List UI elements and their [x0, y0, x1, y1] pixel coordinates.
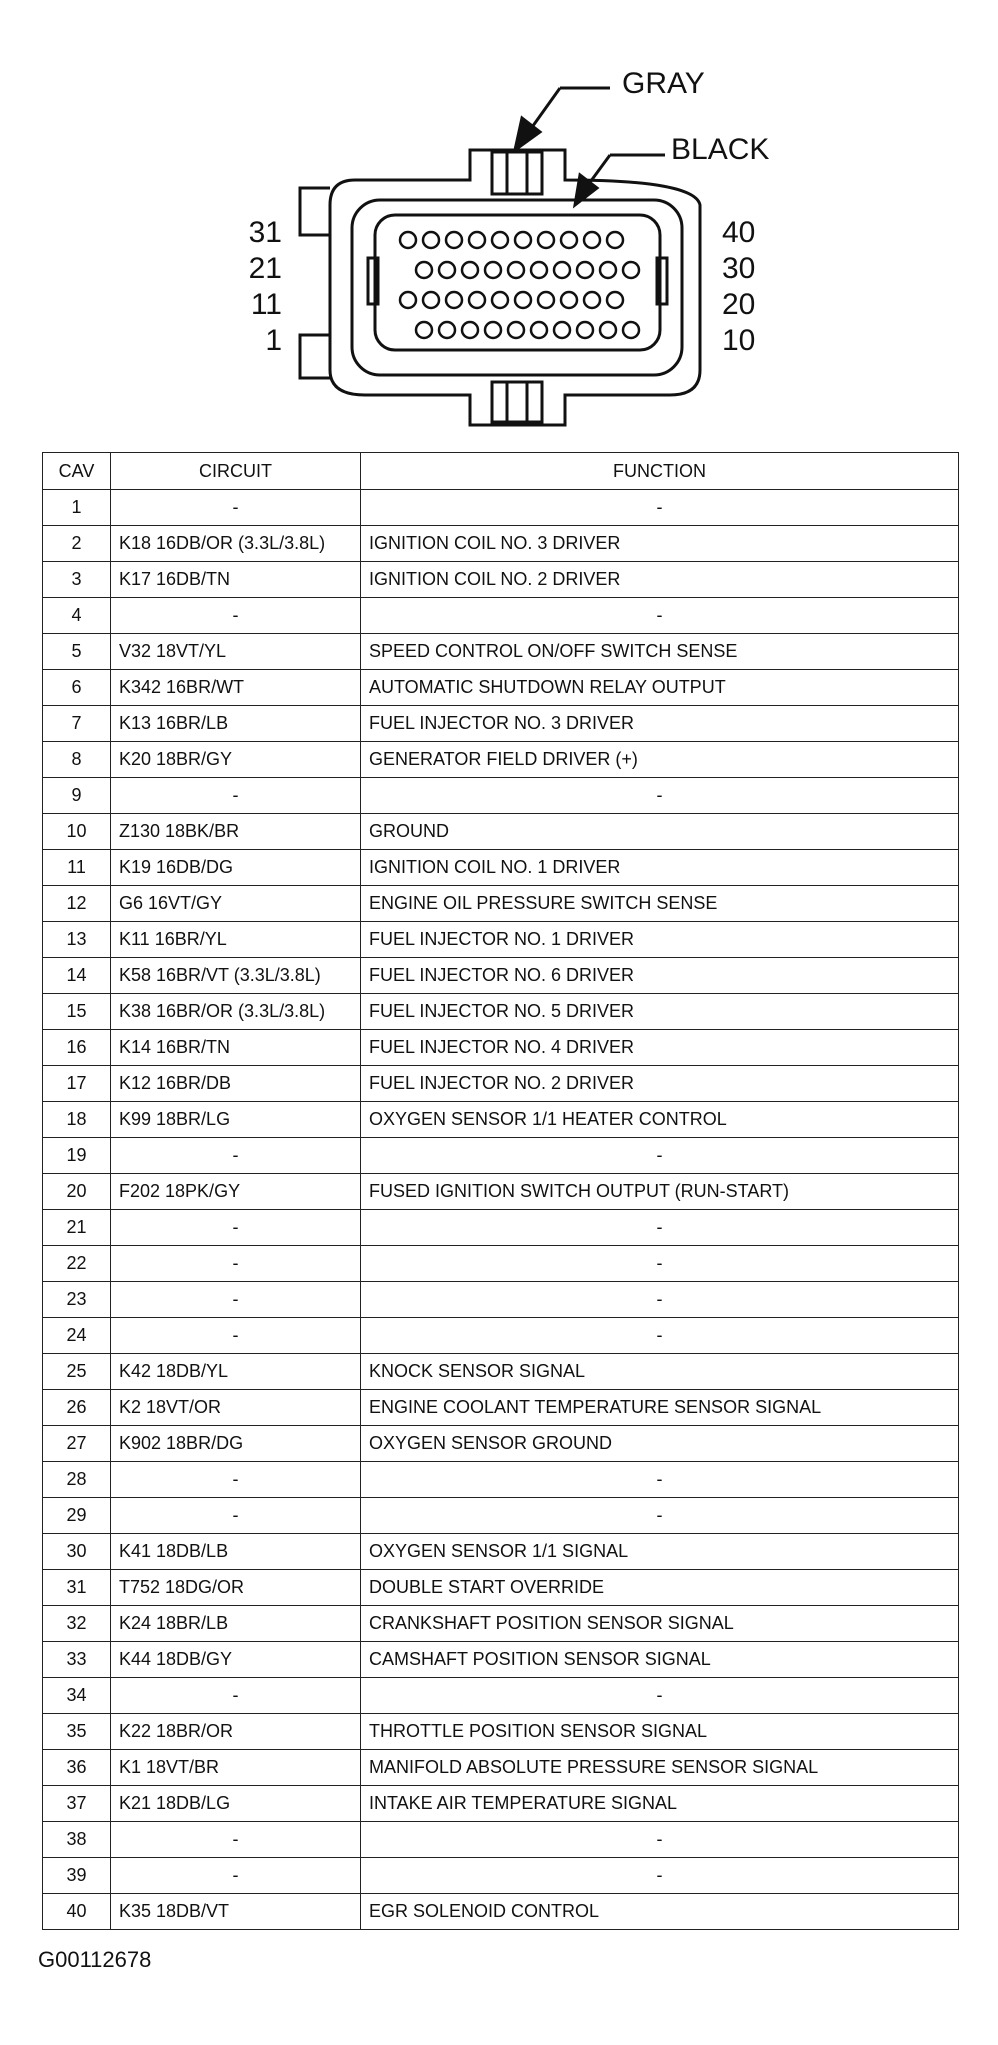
table-row	[43, 1318, 959, 1354]
cav-cell: 38	[43, 1822, 111, 1858]
function-cell: FUEL INJECTOR NO. 5 DRIVER	[361, 994, 959, 1030]
table-row	[43, 1102, 959, 1138]
table-row	[43, 706, 959, 742]
function-cell: IGNITION COIL NO. 3 DRIVER	[361, 526, 959, 562]
circuit-cell: K44 18DB/GY	[111, 1642, 361, 1678]
cav-cell: 20	[43, 1174, 111, 1210]
connector-pin-cavity	[561, 232, 577, 248]
circuit-cell: K35 18DB/VT	[111, 1894, 361, 1930]
table-row	[43, 958, 959, 994]
function-cell: -	[361, 1822, 959, 1858]
connector-pin-cavity	[577, 322, 593, 338]
circuit-cell: K99 18BR/LG	[111, 1102, 361, 1138]
function-cell: FUSED IGNITION SWITCH OUTPUT (RUN-START)	[361, 1174, 959, 1210]
circuit-cell: K13 16BR/LB	[111, 706, 361, 742]
circuit-cell: G6 16VT/GY	[111, 886, 361, 922]
table-row	[43, 922, 959, 958]
connector-pin-cavity	[439, 262, 455, 278]
connector-pin-cavity	[485, 322, 501, 338]
connector-pin-cavity	[439, 322, 455, 338]
connector-pin-cavity	[584, 232, 600, 248]
table-row	[43, 1750, 959, 1786]
function-cell: MANIFOLD ABSOLUTE PRESSURE SENSOR SIGNAL	[361, 1750, 959, 1786]
connector-pin-cavity	[561, 292, 577, 308]
cav-cell: 6	[43, 670, 111, 706]
header-function: FUNCTION	[361, 453, 959, 490]
connector-pin-cavity	[508, 262, 524, 278]
function-cell: GROUND	[361, 814, 959, 850]
pin-label-21: 21	[248, 252, 282, 285]
pin-label-20: 20	[722, 288, 756, 321]
circuit-cell: K22 18BR/OR	[111, 1714, 361, 1750]
connector-pin-cavity	[554, 262, 570, 278]
cav-cell: 3	[43, 562, 111, 598]
function-cell: -	[361, 778, 959, 814]
black-callout-label: BLACK	[671, 133, 770, 166]
function-cell: -	[361, 1282, 959, 1318]
circuit-cell: K19 16DB/DG	[111, 850, 361, 886]
connector-pin-cavity	[400, 292, 416, 308]
gray-callout-leader-diagonal	[530, 88, 560, 130]
header-cav: CAV	[43, 453, 111, 490]
function-cell: -	[361, 490, 959, 526]
cav-cell: 32	[43, 1606, 111, 1642]
function-cell: KNOCK SENSOR SIGNAL	[361, 1354, 959, 1390]
cav-cell: 16	[43, 1030, 111, 1066]
connector-pin-cavity	[423, 292, 439, 308]
cav-cell: 1	[43, 490, 111, 526]
circuit-cell: K24 18BR/LB	[111, 1606, 361, 1642]
cav-cell: 23	[43, 1282, 111, 1318]
function-cell: -	[361, 1678, 959, 1714]
circuit-cell: K38 16BR/OR (3.3L/3.8L)	[111, 994, 361, 1030]
pinout-table	[42, 452, 959, 1930]
table-row	[43, 886, 959, 922]
table-row	[43, 1822, 959, 1858]
circuit-cell: -	[111, 1318, 361, 1354]
connector-side-key-left	[368, 258, 378, 304]
table-row	[43, 1066, 959, 1102]
connector-pin-cavity	[538, 292, 554, 308]
cav-cell: 9	[43, 778, 111, 814]
cav-cell: 30	[43, 1534, 111, 1570]
pin-label-31: 31	[248, 216, 282, 249]
cav-cell: 40	[43, 1894, 111, 1930]
table-row	[43, 526, 959, 562]
connector-pin-field	[400, 232, 639, 338]
connector-pin-cavity	[508, 322, 524, 338]
pin-label-1: 1	[265, 324, 282, 357]
table-row	[43, 1462, 959, 1498]
circuit-cell: K11 16BR/YL	[111, 922, 361, 958]
connector-pin-cavity	[577, 262, 593, 278]
cav-cell: 5	[43, 634, 111, 670]
pin-label-40: 40	[722, 216, 756, 249]
cav-cell: 26	[43, 1390, 111, 1426]
connector-pin-cavity	[515, 232, 531, 248]
connector-pin-cavity	[607, 232, 623, 248]
cav-cell: 35	[43, 1714, 111, 1750]
function-cell: IGNITION COIL NO. 2 DRIVER	[361, 562, 959, 598]
connector-pin-cavity	[600, 262, 616, 278]
circuit-cell: -	[111, 1498, 361, 1534]
function-cell: CRANKSHAFT POSITION SENSOR SIGNAL	[361, 1606, 959, 1642]
circuit-cell: K42 18DB/YL	[111, 1354, 361, 1390]
table-row	[43, 1030, 959, 1066]
figure-id: G00112678	[38, 1947, 152, 1972]
table-row	[43, 1858, 959, 1894]
table-header-row	[43, 453, 959, 490]
cav-cell: 2	[43, 526, 111, 562]
cav-cell: 31	[43, 1570, 111, 1606]
table-row	[43, 1282, 959, 1318]
connector-pin-cavity	[400, 232, 416, 248]
circuit-cell: K902 18BR/DG	[111, 1426, 361, 1462]
table-row	[43, 1174, 959, 1210]
table-row	[43, 634, 959, 670]
cav-cell: 27	[43, 1426, 111, 1462]
table-row	[43, 1210, 959, 1246]
circuit-cell: -	[111, 490, 361, 526]
cav-cell: 24	[43, 1318, 111, 1354]
connector-pin-cavity	[446, 232, 462, 248]
connector-pin-cavity	[416, 262, 432, 278]
connector-pin-cavity	[469, 292, 485, 308]
circuit-cell: -	[111, 778, 361, 814]
function-cell: FUEL INJECTOR NO. 6 DRIVER	[361, 958, 959, 994]
connector-pin-cavity	[492, 232, 508, 248]
connector-diagram	[0, 0, 998, 440]
cav-cell: 25	[43, 1354, 111, 1390]
connector-pin-cavity	[607, 292, 623, 308]
function-cell: IGNITION COIL NO. 1 DRIVER	[361, 850, 959, 886]
connector-pin-cavity	[462, 322, 478, 338]
table-row	[43, 1390, 959, 1426]
table-row	[43, 1498, 959, 1534]
table-row	[43, 1138, 959, 1174]
table-row	[43, 670, 959, 706]
circuit-cell: K2 18VT/OR	[111, 1390, 361, 1426]
function-cell: -	[361, 1498, 959, 1534]
function-cell: ENGINE COOLANT TEMPERATURE SENSOR SIGNAL	[361, 1390, 959, 1426]
table-row	[43, 1534, 959, 1570]
function-cell: -	[361, 1318, 959, 1354]
function-cell: EGR SOLENOID CONTROL	[361, 1894, 959, 1930]
table-row	[43, 1894, 959, 1930]
function-cell: CAMSHAFT POSITION SENSOR SIGNAL	[361, 1642, 959, 1678]
circuit-cell: K17 16DB/TN	[111, 562, 361, 598]
pin-label-10: 10	[722, 324, 756, 357]
connector-bottom-latch	[492, 382, 542, 422]
function-cell: -	[361, 1462, 959, 1498]
table-row	[43, 598, 959, 634]
cav-cell: 21	[43, 1210, 111, 1246]
circuit-cell: K58 16BR/VT (3.3L/3.8L)	[111, 958, 361, 994]
circuit-cell: -	[111, 1462, 361, 1498]
connector-pin-cavity	[584, 292, 600, 308]
connector-left-ear-top	[300, 188, 330, 235]
circuit-cell: T752 18DG/OR	[111, 1570, 361, 1606]
circuit-cell: K20 18BR/GY	[111, 742, 361, 778]
circuit-cell: K14 16BR/TN	[111, 1030, 361, 1066]
connector-pin-cavity	[538, 232, 554, 248]
circuit-cell: -	[111, 1246, 361, 1282]
circuit-cell: -	[111, 1822, 361, 1858]
circuit-cell: K12 16BR/DB	[111, 1066, 361, 1102]
cav-cell: 18	[43, 1102, 111, 1138]
cav-cell: 17	[43, 1066, 111, 1102]
cav-cell: 11	[43, 850, 111, 886]
function-cell: FUEL INJECTOR NO. 2 DRIVER	[361, 1066, 959, 1102]
table-row	[43, 778, 959, 814]
cav-cell: 15	[43, 994, 111, 1030]
function-cell: DOUBLE START OVERRIDE	[361, 1570, 959, 1606]
connector-pin-cavity	[531, 262, 547, 278]
function-cell: FUEL INJECTOR NO. 3 DRIVER	[361, 706, 959, 742]
connector-side-key-right	[657, 258, 667, 304]
connector-left-ear-bottom	[300, 335, 330, 378]
function-cell: OXYGEN SENSOR 1/1 HEATER CONTROL	[361, 1102, 959, 1138]
cav-cell: 13	[43, 922, 111, 958]
table-row	[43, 1606, 959, 1642]
cav-cell: 14	[43, 958, 111, 994]
connector-pin-cavity	[492, 292, 508, 308]
connector-top-latch	[492, 152, 542, 194]
circuit-cell: K21 18DB/LG	[111, 1786, 361, 1822]
function-cell: INTAKE AIR TEMPERATURE SIGNAL	[361, 1786, 959, 1822]
circuit-cell: K18 16DB/OR (3.3L/3.8L)	[111, 526, 361, 562]
pin-label-11: 11	[250, 288, 282, 321]
function-cell: -	[361, 1246, 959, 1282]
connector-pin-cavity	[469, 232, 485, 248]
cav-cell: 37	[43, 1786, 111, 1822]
cav-cell: 12	[43, 886, 111, 922]
table-row	[43, 994, 959, 1030]
table-row	[43, 490, 959, 526]
connector-pin-cavity	[554, 322, 570, 338]
function-cell: OXYGEN SENSOR GROUND	[361, 1426, 959, 1462]
function-cell: ENGINE OIL PRESSURE SWITCH SENSE	[361, 886, 959, 922]
function-cell: FUEL INJECTOR NO. 4 DRIVER	[361, 1030, 959, 1066]
connector-pin-cavity	[423, 232, 439, 248]
function-cell: -	[361, 1210, 959, 1246]
function-cell: GENERATOR FIELD DRIVER (+)	[361, 742, 959, 778]
pin-label-30: 30	[722, 252, 756, 285]
connector-pin-cavity	[446, 292, 462, 308]
function-cell: -	[361, 598, 959, 634]
table-row	[43, 1714, 959, 1750]
circuit-cell: F202 18PK/GY	[111, 1174, 361, 1210]
cav-cell: 36	[43, 1750, 111, 1786]
connector-pin-cavity	[416, 322, 432, 338]
connector-outer-shell	[330, 150, 700, 425]
table-row	[43, 1354, 959, 1390]
table-row	[43, 814, 959, 850]
cav-cell: 39	[43, 1858, 111, 1894]
circuit-cell: K342 16BR/WT	[111, 670, 361, 706]
function-cell: AUTOMATIC SHUTDOWN RELAY OUTPUT	[361, 670, 959, 706]
circuit-cell: -	[111, 598, 361, 634]
circuit-cell: K41 18DB/LB	[111, 1534, 361, 1570]
table-row	[43, 562, 959, 598]
cav-cell: 7	[43, 706, 111, 742]
table-row	[43, 1678, 959, 1714]
table-row	[43, 1786, 959, 1822]
circuit-cell: -	[111, 1210, 361, 1246]
connector-pin-cavity	[515, 292, 531, 308]
circuit-cell: -	[111, 1138, 361, 1174]
connector-pin-cavity	[623, 322, 639, 338]
cav-cell: 22	[43, 1246, 111, 1282]
function-cell: -	[361, 1858, 959, 1894]
cav-cell: 29	[43, 1498, 111, 1534]
connector-pin-cavity	[623, 262, 639, 278]
table-row	[43, 1570, 959, 1606]
circuit-cell: K1 18VT/BR	[111, 1750, 361, 1786]
circuit-cell: -	[111, 1678, 361, 1714]
function-cell: -	[361, 1138, 959, 1174]
table-row	[43, 1426, 959, 1462]
gray-callout-label: GRAY	[622, 67, 705, 100]
function-cell: OXYGEN SENSOR 1/1 SIGNAL	[361, 1534, 959, 1570]
function-cell: THROTTLE POSITION SENSOR SIGNAL	[361, 1714, 959, 1750]
circuit-cell: V32 18VT/YL	[111, 634, 361, 670]
header-circuit: CIRCUIT	[111, 453, 361, 490]
connector-illustration	[0, 0, 998, 440]
circuit-cell: -	[111, 1282, 361, 1318]
table-row	[43, 1642, 959, 1678]
circuit-cell: -	[111, 1858, 361, 1894]
cav-cell: 4	[43, 598, 111, 634]
function-cell: FUEL INJECTOR NO. 1 DRIVER	[361, 922, 959, 958]
cav-cell: 8	[43, 742, 111, 778]
cav-cell: 34	[43, 1678, 111, 1714]
cav-cell: 19	[43, 1138, 111, 1174]
table-row	[43, 850, 959, 886]
table-row	[43, 742, 959, 778]
cav-cell: 28	[43, 1462, 111, 1498]
connector-pin-cavity	[600, 322, 616, 338]
connector-pin-cavity	[485, 262, 501, 278]
table-row	[43, 1246, 959, 1282]
function-cell: SPEED CONTROL ON/OFF SWITCH SENSE	[361, 634, 959, 670]
cav-cell: 33	[43, 1642, 111, 1678]
connector-pin-cavity	[462, 262, 478, 278]
connector-pin-cavity	[531, 322, 547, 338]
cav-cell: 10	[43, 814, 111, 850]
circuit-cell: Z130 18BK/BR	[111, 814, 361, 850]
